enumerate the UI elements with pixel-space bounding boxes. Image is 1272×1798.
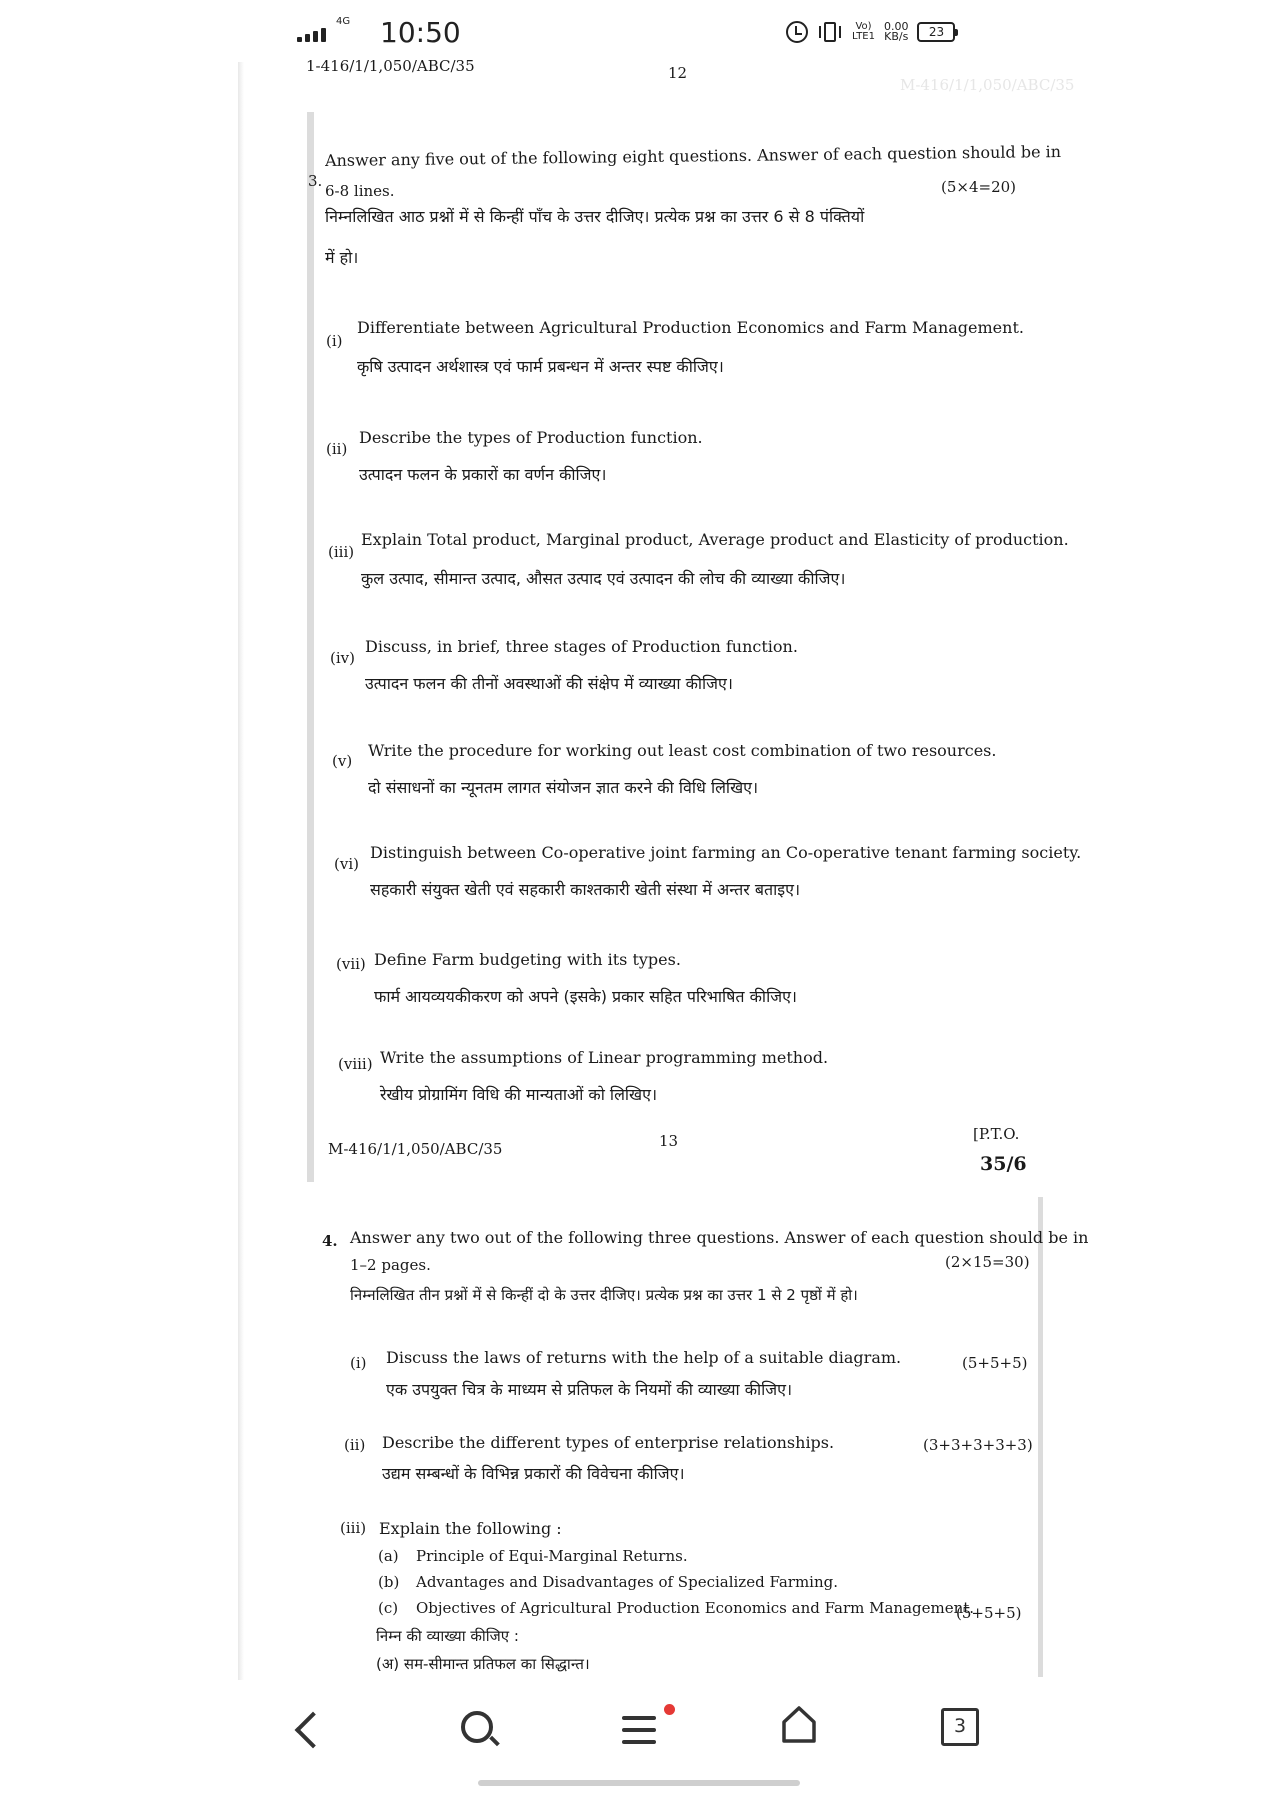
page-code-bottom: M-416/1/1,050/ABC/35 bbox=[328, 1140, 503, 1158]
signal-icon bbox=[297, 24, 337, 42]
q3-instruction-en-2: 6-8 lines. bbox=[325, 182, 395, 200]
q3-item-number: (vi) bbox=[334, 855, 359, 873]
q4-item-hi: निम्न की व्याख्या कीजिए : bbox=[376, 1627, 519, 1645]
q3-item-en: Define Farm budgeting with its types. bbox=[374, 950, 681, 969]
q4-item-number: (iii) bbox=[340, 1519, 367, 1537]
q4-sub-number: (b) bbox=[378, 1573, 400, 1591]
q3-number: 3. bbox=[308, 172, 323, 190]
page-number-top: 12 bbox=[668, 64, 688, 82]
q4-sub-text: Advantages and Disadvantages of Specialized Farming. bbox=[416, 1573, 839, 1591]
q3-item-en: Describe the types of Production function. bbox=[359, 428, 703, 447]
q3-item-en: Distinguish between Co-operative joint farming an Co-operative tenant farming society. bbox=[370, 843, 1082, 862]
network-type: 4G bbox=[336, 16, 351, 27]
q3-item-hi: उत्पादन फलन के प्रकारों का वर्णन कीजिए। bbox=[359, 465, 607, 484]
q4-instruction-hi: निम्नलिखित तीन प्रश्नों में से किन्हीं दो के उत्तर दीजिए। प्रत्येक प्रश्न का उत्तर 1 से 2 पृष्ठों में हो। bbox=[350, 1286, 858, 1304]
battery-icon: 23 bbox=[917, 22, 955, 42]
q3-item-hi: कृषि उत्पादन अर्थशास्त्र एवं फार्म प्रबन्धन में अन्तर स्पष्ट कीजिए। bbox=[357, 357, 724, 376]
q3-instruction-hi-2: में हो। bbox=[325, 248, 359, 267]
page-number-bottom: 13 bbox=[659, 1132, 679, 1150]
q3-item-en: Write the assumptions of Linear programming method. bbox=[380, 1048, 829, 1067]
q3-item-number: (vii) bbox=[336, 955, 366, 973]
q4-sub-text: Objectives of Agricultural Production Economics and Farm Management. bbox=[416, 1599, 975, 1617]
network-speed: 0.00 KB/s bbox=[883, 20, 909, 43]
q3-item-number: (i) bbox=[326, 332, 343, 350]
home-indicator[interactable] bbox=[478, 1780, 800, 1786]
page-edge bbox=[307, 112, 314, 1182]
q4-marks: (2×15=30) bbox=[945, 1253, 1030, 1271]
q4-item-number: (i) bbox=[350, 1354, 367, 1372]
q3-item-en: Differentiate between Agricultural Production Economics and Farm Management. bbox=[357, 318, 1024, 337]
q4-instruction-en-2: 1–2 pages. bbox=[350, 1256, 431, 1274]
q4-item-hi: उद्यम सम्बन्धों के विभिन्न प्रकारों की विवेचना कीजिए। bbox=[382, 1464, 685, 1483]
q3-item-hi: दो संसाधनों का न्यूनतम लागत संयोजन ज्ञात करने की विधि लिखिए। bbox=[368, 778, 759, 797]
volte-indicator: Vo) LTE1 bbox=[852, 21, 875, 42]
q3-item-hi: फार्म आयव्ययकीकरण को अपने (इसके) प्रकार सहित परिभाषित कीजिए। bbox=[374, 987, 797, 1006]
clock: 10:50 bbox=[380, 16, 461, 49]
q4-item-hi: एक उपयुक्त चित्र के माध्यम से प्रतिफल के नियमों की व्याख्या कीजिए। bbox=[386, 1380, 793, 1399]
document-shadow bbox=[238, 62, 244, 1680]
bleed-through-text: M-416/1/1,050/ABC/35 bbox=[900, 76, 1075, 94]
q3-marks: (5×4=20) bbox=[941, 178, 1017, 196]
q4-sub-text: Principle of Equi-Marginal Returns. bbox=[416, 1547, 688, 1565]
home-icon[interactable] bbox=[781, 1704, 817, 1744]
q4-item-en: Discuss the laws of returns with the help of a suitable diagram. bbox=[386, 1348, 902, 1367]
status-bar bbox=[0, 0, 1272, 62]
q3-item-number: (iii) bbox=[328, 543, 355, 561]
q3-item-number: (v) bbox=[332, 752, 353, 770]
q3-item-hi: सहकारी संयुक्त खेती एवं सहकारी काश्तकारी खेती संस्था में अन्तर बताइए। bbox=[370, 880, 801, 899]
search-icon[interactable] bbox=[461, 1711, 493, 1743]
q4-item-en: Explain the following : bbox=[379, 1519, 562, 1538]
q3-item-number: (iv) bbox=[330, 649, 355, 667]
q3-instruction-en: Answer any five out of the following eight questions. Answer of each question should be in bbox=[324, 142, 1062, 170]
q4-number: 4. bbox=[322, 1232, 338, 1250]
page-edge-right bbox=[1038, 1197, 1043, 1677]
notification-dot bbox=[664, 1704, 675, 1715]
sheet-number: 35/6 bbox=[980, 1153, 1027, 1175]
page-code-top: 1-416/1/1,050/ABC/35 bbox=[306, 57, 475, 75]
q4-item-number: (ii) bbox=[344, 1436, 366, 1454]
q3-item-number: (viii) bbox=[338, 1055, 373, 1073]
q3-item-hi: कुल उत्पाद, सीमान्त उत्पाद, औसत उत्पाद एवं उत्पादन की लोच की व्याख्या कीजिए। bbox=[361, 569, 846, 588]
q3-item-hi: रेखीय प्रोग्रामिंग विधि की मान्यताओं को लिखिए। bbox=[380, 1085, 658, 1104]
q4-item-en: Describe the different types of enterprise relationships. bbox=[382, 1433, 835, 1452]
q4-sub-hi: (अ) सम-सीमान्त प्रतिफल का सिद्धान्त। bbox=[376, 1655, 590, 1673]
q4-sub-number: (c) bbox=[378, 1599, 399, 1617]
back-icon[interactable] bbox=[295, 1712, 332, 1749]
status-icons bbox=[786, 18, 955, 46]
menu-icon[interactable] bbox=[622, 1716, 656, 1744]
q4-item-marks: (5+5+5) bbox=[956, 1604, 1022, 1622]
q4-item-marks: (5+5+5) bbox=[962, 1354, 1028, 1372]
q3-item-en: Discuss, in brief, three stages of Production function. bbox=[365, 637, 798, 656]
q4-sub-number: (a) bbox=[378, 1547, 399, 1565]
q4-instruction-en: Answer any two out of the following three questions. Answer of each question should be in bbox=[350, 1228, 1089, 1247]
q3-item-hi: उत्पादन फलन की तीनों अवस्थाओं की संक्षेप में व्याख्या कीजिए। bbox=[365, 674, 733, 693]
q4-item-marks: (3+3+3+3+3) bbox=[923, 1436, 1033, 1454]
pto-label: [P.T.O. bbox=[973, 1125, 1020, 1143]
navigation-bar bbox=[0, 1680, 1272, 1798]
vibrate-icon bbox=[817, 21, 843, 43]
q3-item-en: Write the procedure for working out least cost combination of two resources. bbox=[368, 741, 997, 760]
tabs-button[interactable]: 3 bbox=[941, 1708, 979, 1746]
q3-item-en: Explain Total product, Marginal product, Average product and Elasticity of production. bbox=[361, 530, 1069, 549]
q3-item-number: (ii) bbox=[326, 440, 348, 458]
alarm-icon bbox=[786, 21, 808, 43]
q3-instruction-hi: निम्नलिखित आठ प्रश्नों में से किन्हीं पाँच के उत्तर दीजिए। प्रत्येक प्रश्न का उत्तर 6 से 8 पंक्तियों bbox=[325, 207, 865, 226]
